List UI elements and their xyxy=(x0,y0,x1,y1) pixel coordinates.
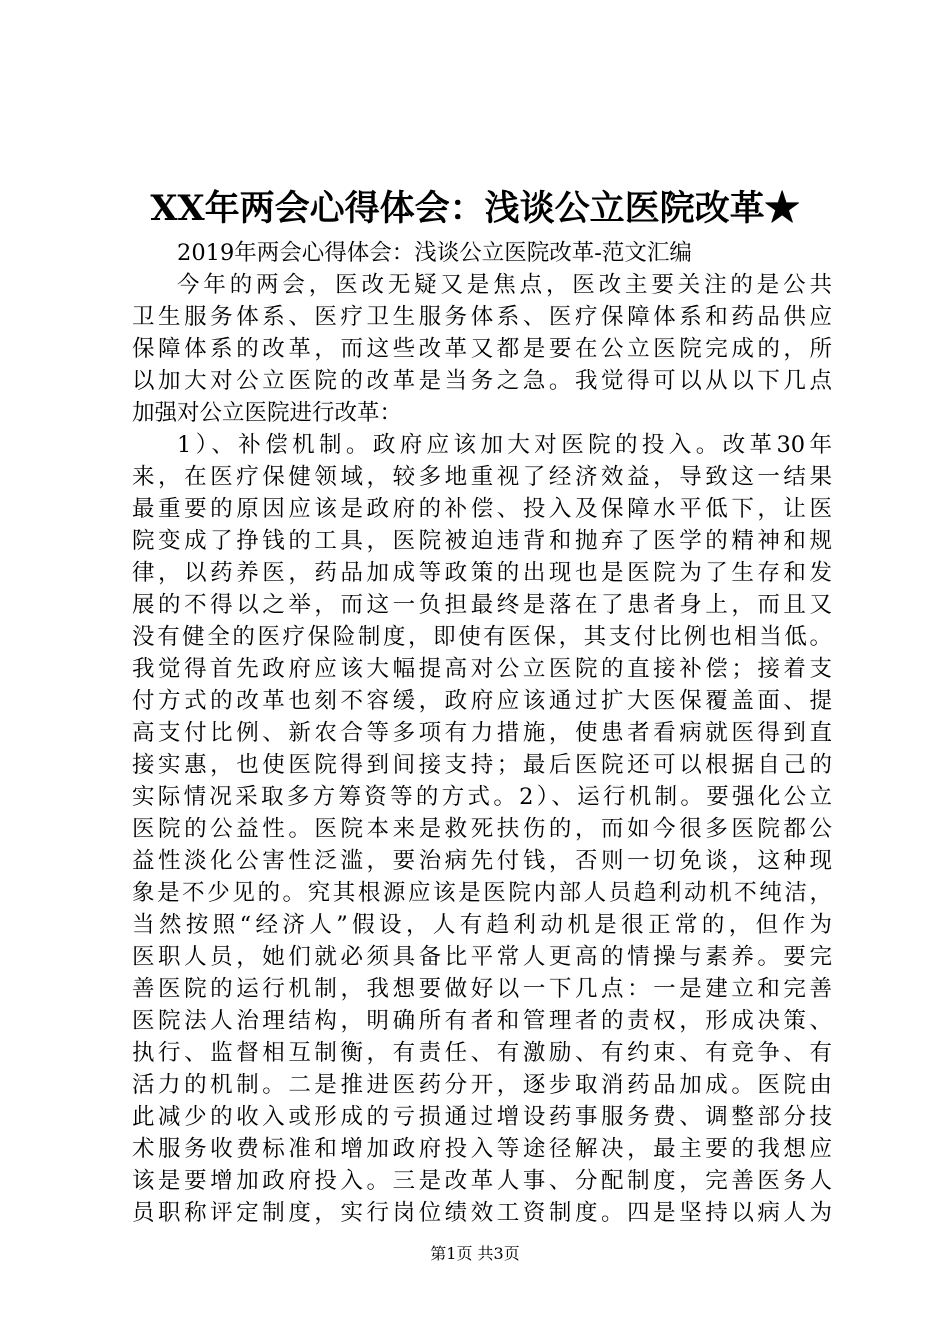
document-body xyxy=(132,237,832,1229)
paragraph-line: 展的不得以之举，而这一负担最终是落在了患者身上，而且又 xyxy=(132,592,832,618)
paragraph-line: 付方式的改革也刻不容缓，政府应该通过扩大医保覆盖面、提 xyxy=(132,688,832,714)
paragraph-line: 此减少的收入或形成的亏损通过增设药事服务费、调整部分技 xyxy=(132,1104,832,1130)
paragraph-line: 今年的两会，医改无疑又是焦点，医改主要关注的是公共 xyxy=(177,272,832,298)
paragraph-line: 来，在医疗保健领域，较多地重视了经济效益，导致这一结果 xyxy=(132,464,832,490)
paragraph-line: 律，以药养医，药品加成等政策的出现也是医院为了生存和发 xyxy=(132,560,832,586)
paragraph-line: 以加大对公立医院的改革是当务之急。我觉得可以从以下几点 xyxy=(132,368,832,394)
paragraph-line: 我觉得首先政府应该大幅提高对公立医院的直接补偿；接着支 xyxy=(132,656,832,682)
paragraph-line: 医职人员，她们就必须具备比平常人更高的情操与素养。要完 xyxy=(132,944,832,970)
paragraph-line: 象是不少见的。究其根源应该是医院内部人员趋利动机不纯洁， xyxy=(132,880,832,906)
paragraph-line: 1）、补偿机制。政府应该加大对医院的投入。改革30年 xyxy=(177,432,832,458)
paragraph-line: 高支付比例、新农合等多项有力措施，使患者看病就医得到直 xyxy=(132,720,832,746)
paragraph-line: 术服务收费标准和增加政府投入等途径解决，最主要的我想应 xyxy=(132,1136,832,1162)
paragraph-line: 医院的公益性。医院本来是救死扶伤的，而如今很多医院都公 xyxy=(132,816,832,842)
paragraph-line: 该是要增加政府投入。三是改革人事、分配制度，完善医务人 xyxy=(132,1168,832,1194)
paragraph-line: 益性淡化公害性泛滥，要治病先付钱，否则一切免谈，这种现 xyxy=(132,848,832,874)
paragraph-line: 活力的机制。二是推进医药分开，逐步取消药品加成。医院由 xyxy=(132,1072,832,1098)
paragraph-line: 加强对公立医院进行改革： xyxy=(132,400,403,426)
paragraph-line: 当然按照“经济人”假设，人有趋利动机是很正常的，但作为 xyxy=(132,912,832,938)
paragraph-line: 保障体系的改革，而这些改革又都是要在公立医院完成的，所 xyxy=(132,336,832,362)
paragraph-line: 实际情况采取多方筹资等的方式。2）、运行机制。要强化公立 xyxy=(132,784,832,810)
paragraph-line: 院变成了挣钱的工具，医院被迫违背和抛弃了医学的精神和规 xyxy=(132,528,832,554)
document-title: XX年两会心得体会：浅谈公立医院改革★ xyxy=(150,188,800,229)
subtitle-line: 2019年两会心得体会：浅谈公立医院改革-范文汇编 xyxy=(177,240,692,266)
paragraph-line: 医院法人治理结构，明确所有者和管理者的责权，形成决策、 xyxy=(132,1008,832,1034)
page-footer: 第1页 共3页 xyxy=(430,1244,520,1263)
paragraph-line: 员职称评定制度，实行岗位绩效工资制度。四是坚持以病人为 xyxy=(132,1200,832,1226)
paragraph-line: 最重要的原因应该是政府的补偿、投入及保障水平低下，让医 xyxy=(132,496,832,522)
paragraph-line: 善医院的运行机制，我想要做好以一下几点：一是建立和完善 xyxy=(132,976,832,1002)
paragraph-line: 卫生服务体系、医疗卫生服务体系、医疗保障体系和药品供应 xyxy=(132,304,832,330)
paragraph-line: 没有健全的医疗保险制度，即使有医保，其支付比例也相当低。 xyxy=(132,624,832,650)
paragraph-line: 接实惠，也使医院得到间接支持；最后医院还可以根据自己的 xyxy=(132,752,832,778)
paragraph-line: 执行、监督相互制衡，有责任、有激励、有约束、有竞争、有 xyxy=(132,1040,832,1066)
